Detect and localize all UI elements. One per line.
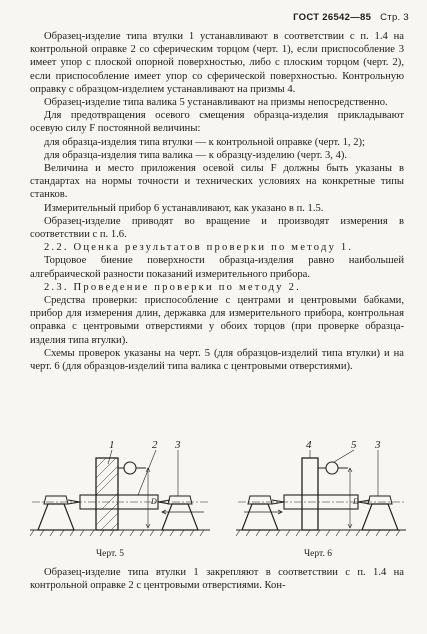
paragraph: для образца-изделия типа втулки — к контрольной оправке (черт. 1, 2); xyxy=(44,136,365,148)
paragraph: Измерительный прибор 6 устанавливают, как указано в п. 1.5. xyxy=(44,202,324,214)
paragraph: Торцовое биение поверхности образца-изделия равно наибольшей алгебраической разности показаний измерительного прибора. xyxy=(30,255,404,280)
figure-label: 1 xyxy=(109,439,115,451)
dimension-label: D xyxy=(151,497,157,506)
section-heading: 2.3. Проведение проверки по методу 2. xyxy=(44,281,301,293)
dimension-label: D xyxy=(353,497,359,506)
paragraph: Образец-изделие типа втулки 1 закрепляют в соответствии с п. 1.4 на контрольной оправке 2 с центровыми отверстиями. Кон- xyxy=(30,567,404,592)
paragraph: Схемы проверок указаны на черт. 5 (для образцов-изделий типа втулки) и на черт. 6 (для образцов-изделий типа валика с центровыми отверстиями). xyxy=(30,347,404,373)
figure-label: 2 xyxy=(152,439,158,451)
paragraph: для образца-изделия типа валика — к образцу-изделию (черт. 3, 4). xyxy=(44,149,348,161)
paragraph: Для предотвращения осевого смещения образца-изделия прикладывают осевую силу F постоянной величины: xyxy=(30,110,404,135)
page-number: Стр. 3 xyxy=(380,12,409,23)
paragraph: Величина и место приложения осевой силы F должны быть указаны в стандартах на нормы точности и технических условиях на конкретные типы станков. xyxy=(30,163,404,201)
figure-6-drawing xyxy=(236,438,406,550)
paragraph: Образец-изделие типа валика 5 устанавливают на призмы непосредственно. xyxy=(44,97,388,109)
figure-label: 5 xyxy=(351,439,357,451)
paragraph: Образец-изделие типа втулки 1 устанавливают в соответствии с п. 1.4 на контрольной оправке 2 со сферическим торцом (черт. 1), если приспособление 3 имеет упор с плоской опорной поверхностью, либо с плоским торцом (черт. 2), если приспособление имеет упор со сферической поверхностью. Контрольную оправку с образцом-изделием устанавливают на призмы 4. xyxy=(30,31,404,95)
figure-label: 3 xyxy=(175,439,181,451)
body-text-continued xyxy=(30,566,404,592)
figure-6-caption: Черт. 6 xyxy=(304,549,332,559)
standard-number: ГОСТ 26542—85 xyxy=(293,12,372,23)
figure-label: 4 xyxy=(306,439,312,451)
figure-label: 3 xyxy=(375,439,381,451)
body-text xyxy=(30,30,404,373)
figure-5-drawing xyxy=(30,438,210,550)
paragraph: Средства проверки: приспособление с центрами и центровыми бабками, прибор для измерения длин, державка для измерительного прибора, контрольная оправка с центровыми отверстиями у обоих торцов (при проверке образца-изделия типа втулки). xyxy=(30,295,404,346)
page-header xyxy=(293,12,409,23)
section-heading: 2.2. Оценка результатов проверки по методу 1. xyxy=(44,242,354,254)
figure-5-caption: Черт. 5 xyxy=(96,549,124,559)
paragraph: Образец-изделие приводят во вращение и производят измерения в соответствии с п. 1.6. xyxy=(30,215,404,241)
